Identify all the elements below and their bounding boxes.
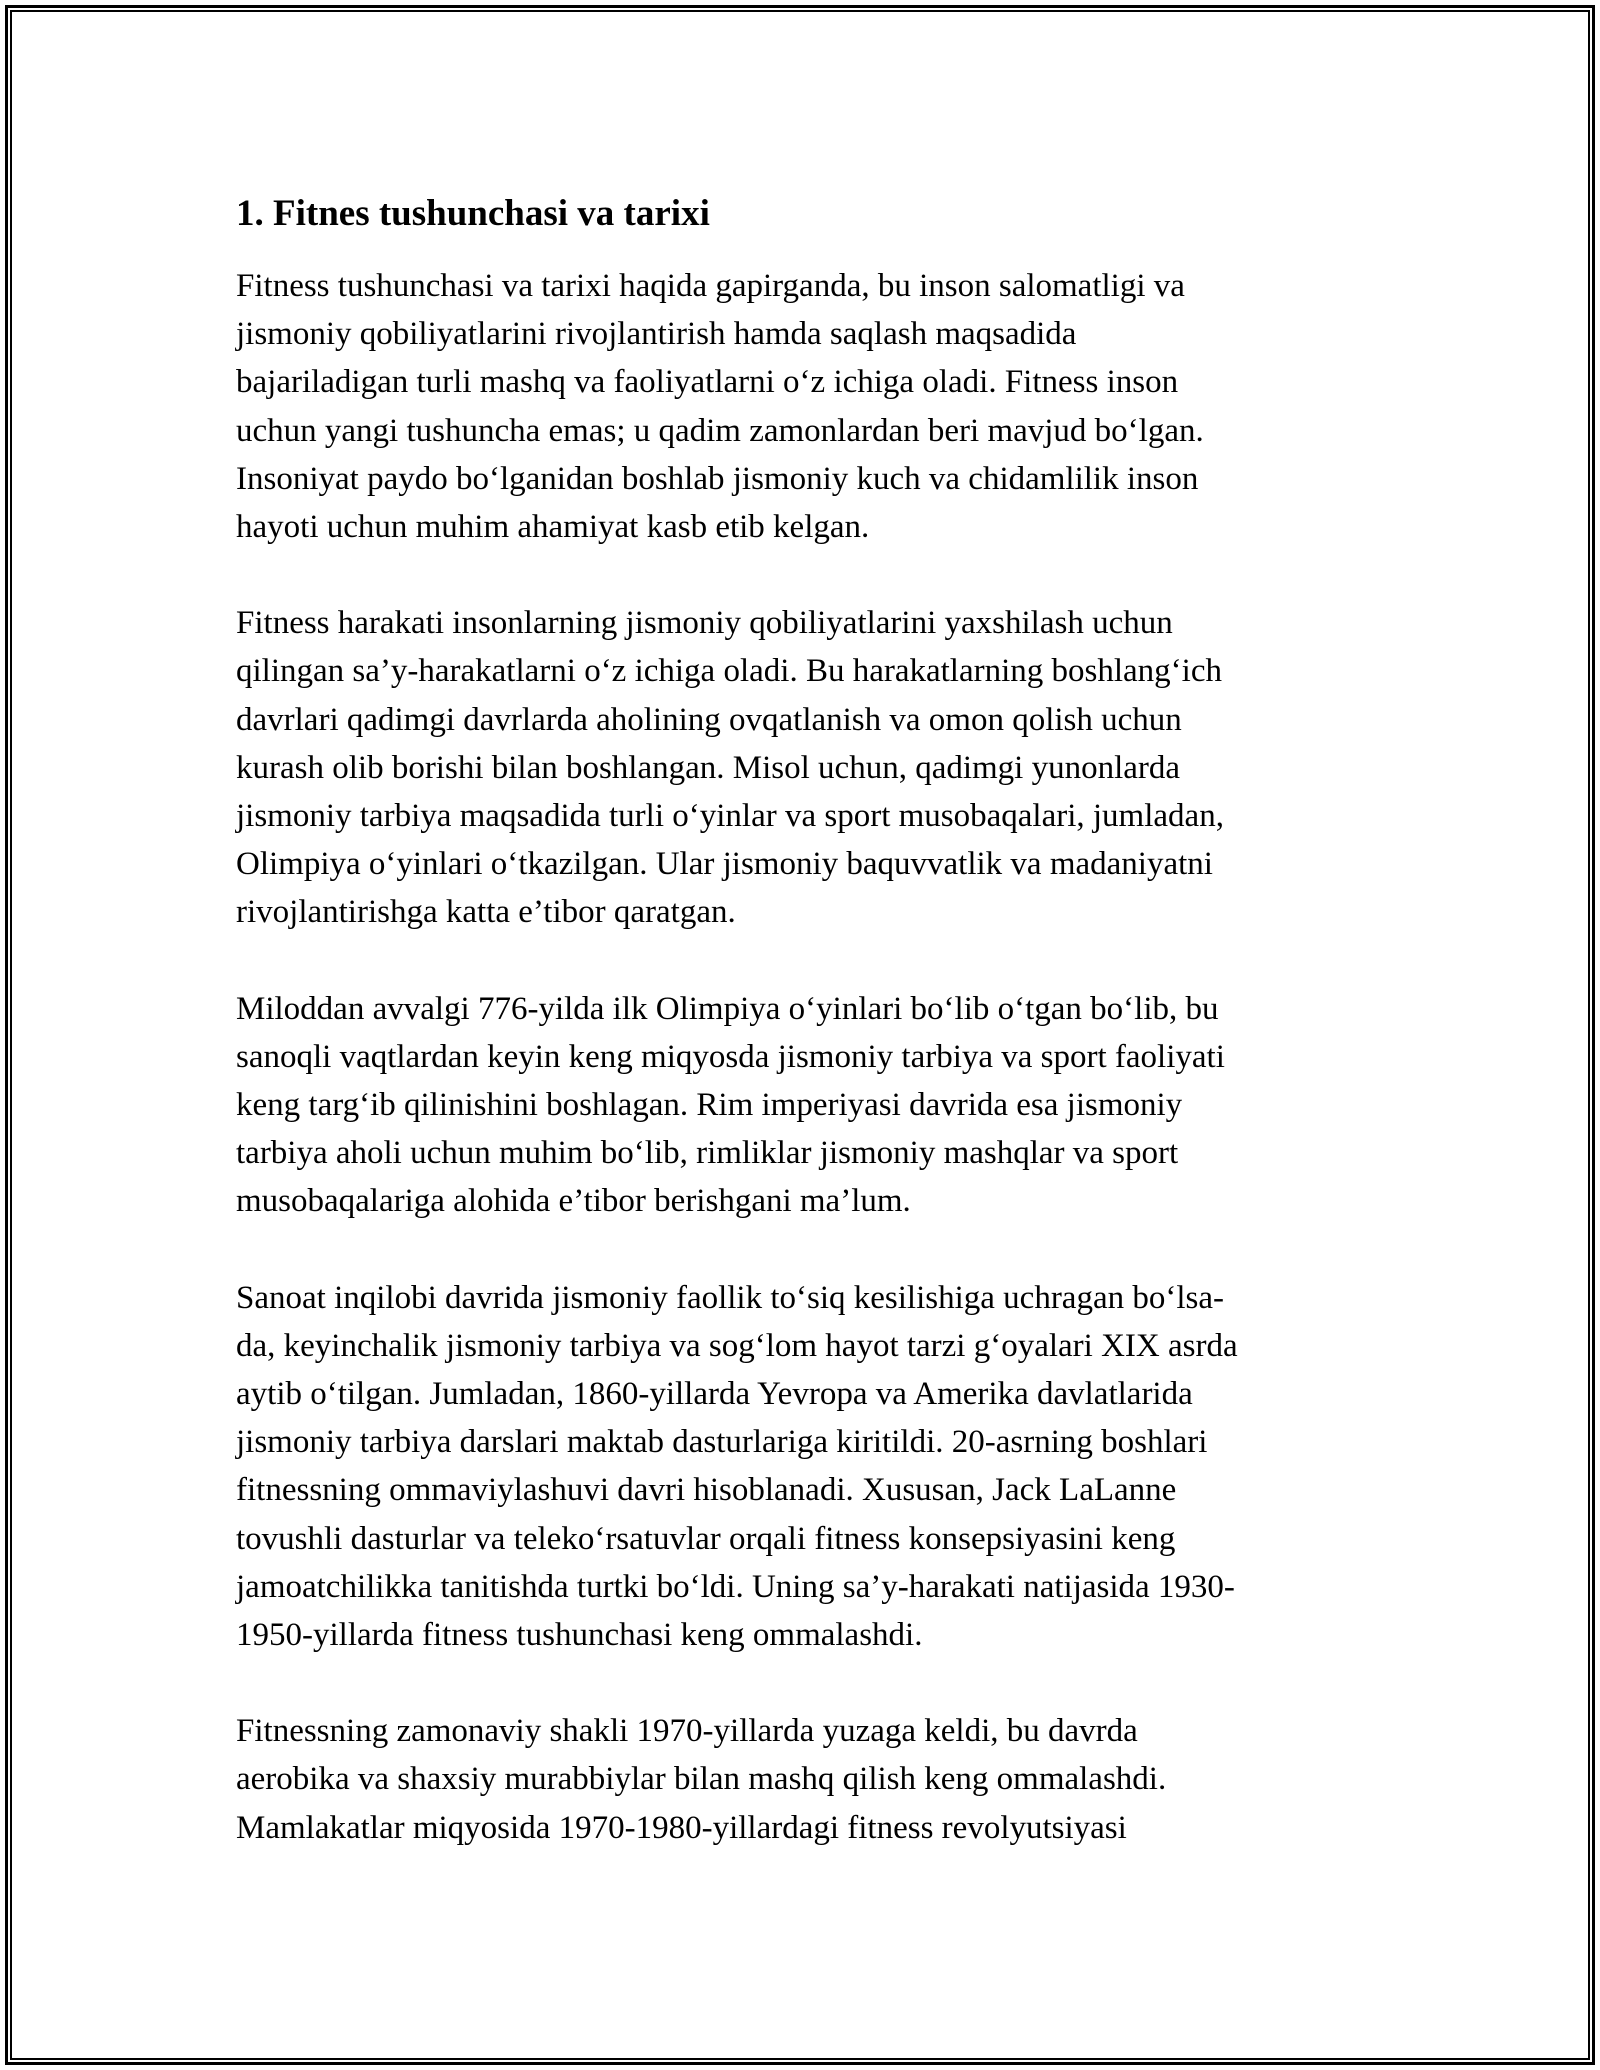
text-line: jismoniy qobiliyatlarini rivojlantirish hamda saqlash maqsadida [236,316,1077,353]
text-line: kurash olib borishi bilan boshlangan. Misol uchun, qadimgi yunonlarda [236,749,1181,786]
text-line: bajariladigan turli mashq va faoliyatlarni o‘z ichiga oladi. Fitness inson [236,364,1179,401]
paragraph-3 [236,985,1376,1226]
text-line: Mamlakatlar miqyosida 1970-1980-yillardagi fitness revolyutsiyasi [236,1809,1127,1846]
text-line: 1950-yillarda fitness tushunchasi keng ommalashdi. [236,1617,923,1654]
text-line: Fitness harakati insonlarning jismoniy qobiliyatlarini yaxshilash uchun [236,605,1173,642]
text-line: jismoniy tarbiya darslari maktab dasturlariga kiritildi. 20-asrning boshlari [236,1424,1208,1461]
text-line: uchun yangi tushuncha emas; u qadim zamonlardan beri mavjud bo‘lgan. [236,412,1204,449]
text-line: jamoatchilikka tanitishda turtki bo‘ldi. Uning sa’y-harakati natijasida 1930- [236,1568,1235,1605]
text-line: sanoqli vaqtlardan keyin keng miqyosda jismoniy tarbiya va sport faoliyati [236,1038,1225,1075]
text-line: tovushli dasturlar va teleko‘rsatuvlar orqali fitness konsepsiyasini keng [236,1520,1176,1557]
paragraph-2 [236,599,1376,936]
text-line: rivojlantirishga katta e’tibor qaratgan. [236,894,736,931]
paragraph-4 [236,1274,1376,1660]
text-line: jismoniy tarbiya maqsadida turli o‘yinlar va sport musobaqalari, jumladan, [236,798,1224,835]
paragraph-1 [236,262,1376,551]
section-heading: 1. Fitnes tushunchasi va tarixi [236,193,710,234]
text-line: Fitness tushunchasi va tarixi haqida gapirganda, bu inson salomatligi va [236,268,1185,304]
paragraph-5 [236,1707,1376,1852]
text-line: Insoniyat paydo bo‘lganidan boshlab jismoniy kuch va chidamlilik inson [236,460,1199,497]
text-line: Miloddan avvalgi 776-yilda ilk Olimpiya o‘yinlari bo‘lib o‘tgan bo‘lib, bu [236,990,1219,1027]
text-line: aytib o‘tilgan. Jumladan, 1860-yillarda Yevropa va Amerika davlatlarida [236,1376,1193,1413]
text-line: keng targ‘ib qilinishini boshlagan. Rim imperiyasi davrida esa jismoniy [236,1087,1183,1124]
text-line: aerobika va shaxsiy murabbiylar bilan mashq qilish keng ommalashdi. [236,1761,1167,1798]
text-line: tarbiya aholi uchun muhim bo‘lib, rimliklar jismoniy mashqlar va sport [236,1135,1179,1172]
text-line: Fitnessning zamonaviy shakli 1970-yillarda yuzaga keldi, bu davrda [236,1713,1138,1750]
text-line: da, keyinchalik jismoniy tarbiya va sog‘lom hayot tarzi g‘oyalari XIX asrda [236,1327,1238,1364]
text-line: qilingan sa’y-harakatlarni o‘z ichiga oladi. Bu harakatlarning boshlang‘ich [236,653,1222,690]
text-line: davrlari qadimgi davrlarda aholining ovqatlanish va omon qolish uchun [236,701,1182,738]
text-line: musobaqalariga alohida e’tibor berishgani ma’lum. [236,1183,911,1220]
text-line: Olimpiya o‘yinlari o‘tkazilgan. Ular jismoniy baquvvatlik va madaniyatni [236,846,1213,883]
text-line: Sanoat inqilobi davrida jismoniy faollik to‘siq kesilishiga uchragan bo‘lsa- [236,1279,1224,1316]
text-line: fitnessning ommaviylashuvi davri hisoblanadi. Xususan, Jack LaLanne [236,1472,1177,1509]
document-body [236,186,1376,1900]
text-line: hayoti uchun muhim ahamiyat kasb etib kelgan. [236,509,870,546]
